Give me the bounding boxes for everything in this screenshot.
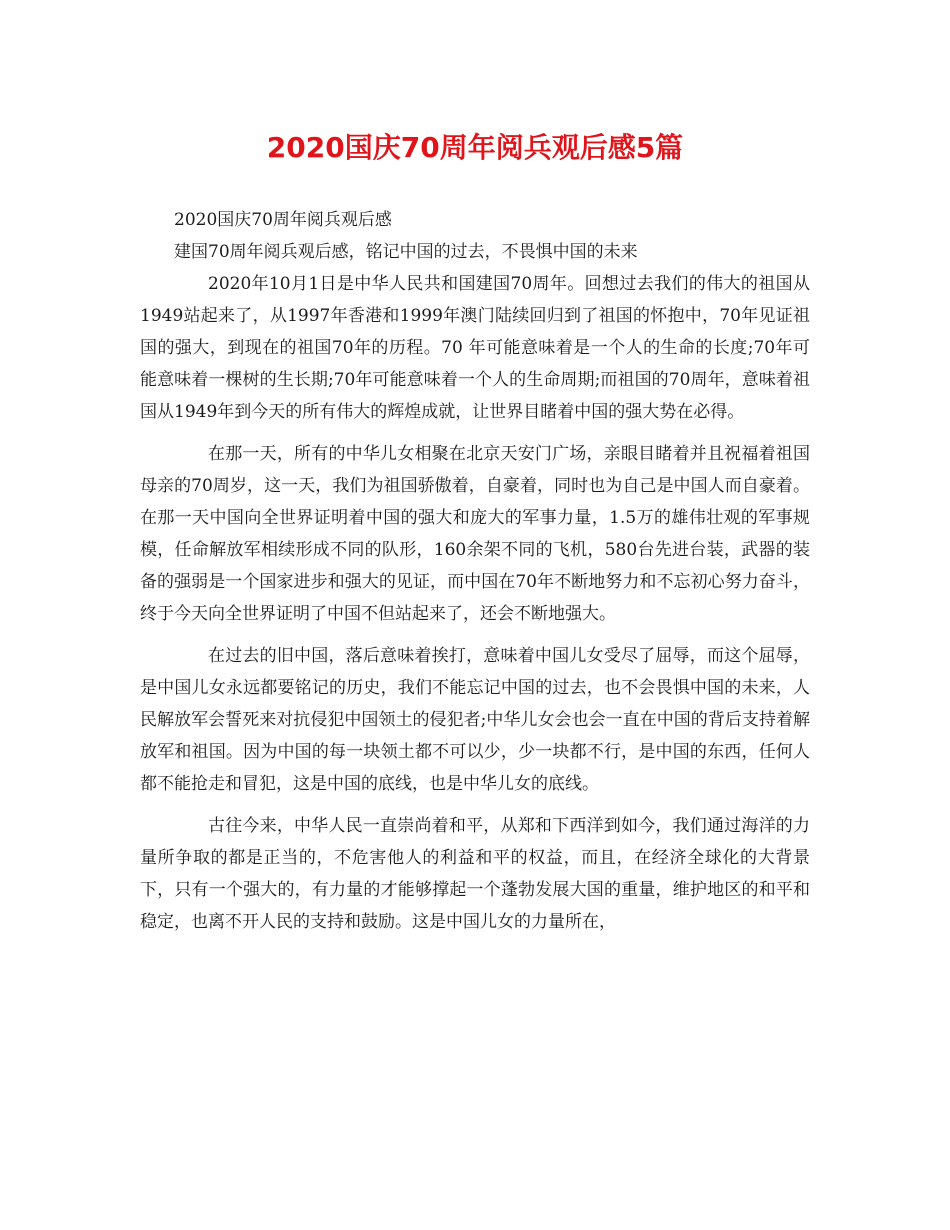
- subtitle-line-2: 建国70周年阅兵观后感，铭记中国的过去，不畏惧中国的未来: [174, 242, 638, 262]
- document-body: [140, 204, 810, 948]
- paragraph-3: 在过去的旧中国，落后意味着挨打，意味着中国儿女受尽了屈辱，而这个屈辱，是中国儿女永远都要铭记的历史，我们不能忘记中国的过去，也不会畏惧中国的未来，人民解放军会誓死来对抗侵犯中国领土的侵犯者;中华儿女会也会一直在中国的背后支持着解放军和祖国。因为中国的每一块领土都不可以少，少一块都不行，是中国的东西，任何人都不能抢走和冒犯，这是中国的底线，也是中华儿女的底线。: [140, 646, 810, 794]
- paragraph-1: 2020年10月1日是中华人民共和国建国70周年。回想过去我们的伟大的祖国从1949站起来了，从1997年香港和1999年澳门陆续回归到了祖国的怀抱中，70年见证祖国的强大，到现在的祖国70年的历程。70 年可能意味着是一个人的生命的长度;70年可能意味着一棵树的生长期;70年可能意味着一个人的生命周期;而祖国的70周年，意味着祖国从1949年到今天的所有伟大的辉煌成就，让世界目睹着中国的强大势在必得。: [140, 274, 810, 422]
- document-title: 2020国庆70周年阅兵观后感5篇: [266, 131, 684, 164]
- paragraph-2: 在那一天，所有的中华儿女相聚在北京天安门广场，亲眼目睹着并且祝福着祖国母亲的70周岁，这一天，我们为祖国骄傲着，自豪着，同时也为自己是中国人而自豪着。在那一天中国向全世界证明着中国的强大和庞大的军事力量，1.5万的雄伟壮观的军事规模，任命解放军相续形成不同的队形，160余架不同的飞机，580台先进台装，武器的装备的强弱是一个国家进步和强大的见证，而中国在70年不断地努力和不忘初心努力奋斗，终于今天向全世界证明了中国不但站起来了，还会不断地强大。: [140, 444, 810, 624]
- subtitle-line-1: 2020国庆70周年阅兵观后感: [174, 210, 392, 230]
- paragraph-4: 古往今来，中华人民一直崇尚着和平，从郑和下西洋到如今，我们通过海洋的力量所争取的都是正当的，不危害他人的利益和平的权益，而且，在经济全球化的大背景下，只有一个强大的，有力量的才能够撑起一个蓬勃发展大国的重量，维护地区的和平和稳定，也离不开人民的支持和鼓励。这是中国儿女的力量所在，: [140, 816, 810, 932]
